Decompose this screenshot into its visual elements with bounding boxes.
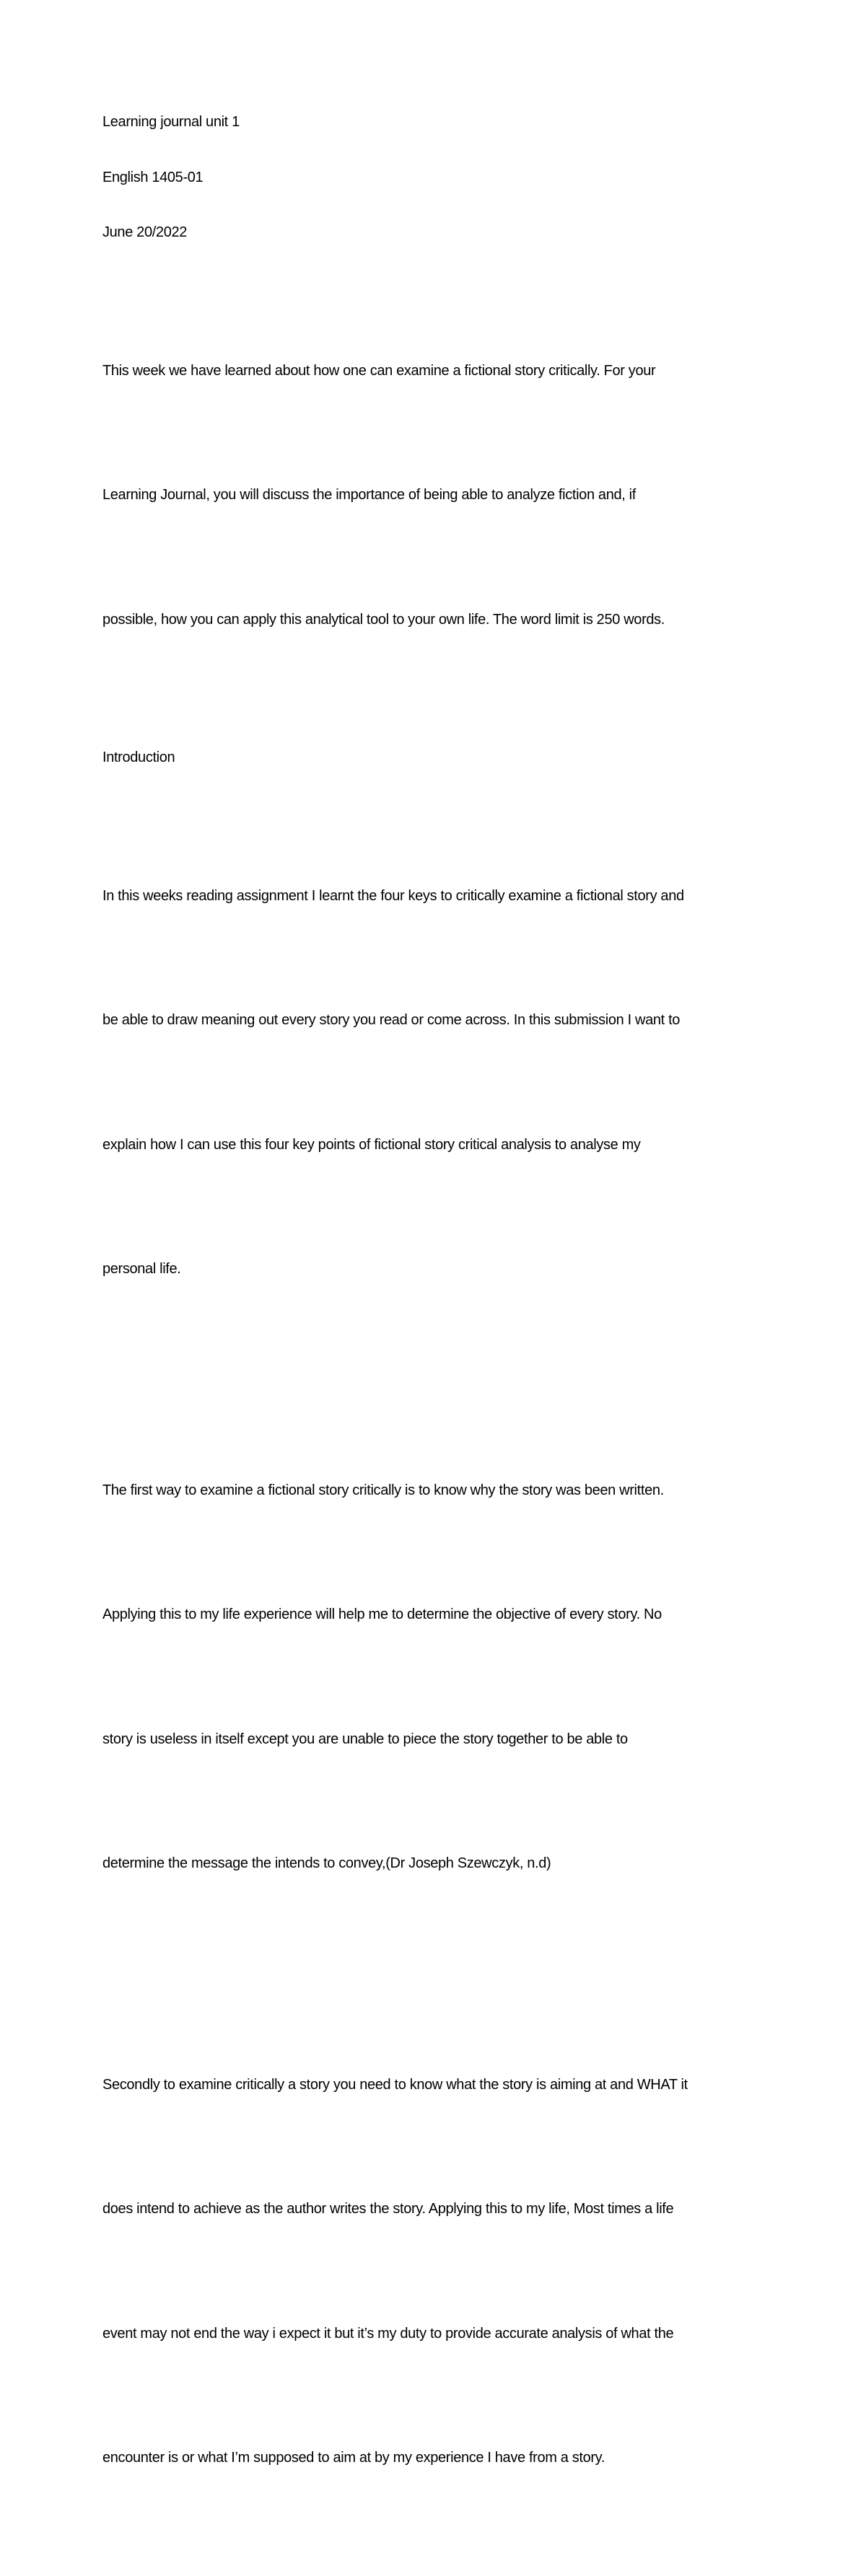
paragraph-line: Applying this to my life experience will help me to determine the objective of every story. No — [102, 1606, 662, 1622]
paragraph-line: be able to draw meaning out every story you read or come across. In this submission I want to — [102, 1012, 681, 1028]
journal-title: Learning journal unit 1 — [102, 114, 240, 130]
prompt-line: possible, how you can apply this analytical tool to your own life. The word limit is 250 words. — [102, 611, 665, 628]
prompt-line: Learning Journal, you will discuss the importance of being able to analyze fiction and, if — [102, 487, 636, 503]
paragraph-line: The first way to examine a fictional story critically is to know why the story was been written. — [102, 1482, 664, 1498]
prompt-line: This week we have learned about how one can examine a fictional story critically. For your — [102, 362, 656, 379]
course-code: English 1405-01 — [102, 169, 204, 185]
paragraph-line: story is useless in itself except you are unable to piece the story together to be able to — [102, 1731, 628, 1747]
section-heading-introduction: Introduction — [102, 749, 175, 765]
paragraph-line: personal life. — [102, 1261, 181, 1277]
first-key-paragraph — [102, 1387, 766, 1968]
second-key-paragraph — [102, 1982, 766, 2562]
journal-date: June 20/2022 — [102, 224, 188, 240]
assignment-prompt — [102, 268, 766, 724]
paragraph-line: Secondly to examine critically a story you need to know what the story is aiming at and WHAT it — [102, 2076, 688, 2093]
paragraph-line: encounter is or what I’m supposed to aim at by my experience I have from a story. — [102, 2450, 605, 2466]
paragraph-line: explain how I can use this four key points of fictional story critical analysis to analyse my — [102, 1136, 641, 1153]
paragraph-line: event may not end the way i expect it but it’s my duty to provide accurate analysis of what the — [102, 2325, 674, 2342]
document-body — [102, 102, 766, 2576]
paragraph-line: determine the message the intends to convey,(Dr Joseph Szewczyk, n.d) — [102, 1855, 551, 1871]
paragraph-line: does intend to achieve as the author writes the story. Applying this to my life, Most times a life — [102, 2201, 674, 2217]
paragraph-line: In this weeks reading assignment I learnt the four keys to critically examine a fictional story and — [102, 887, 684, 904]
introduction-paragraph — [102, 793, 766, 1373]
